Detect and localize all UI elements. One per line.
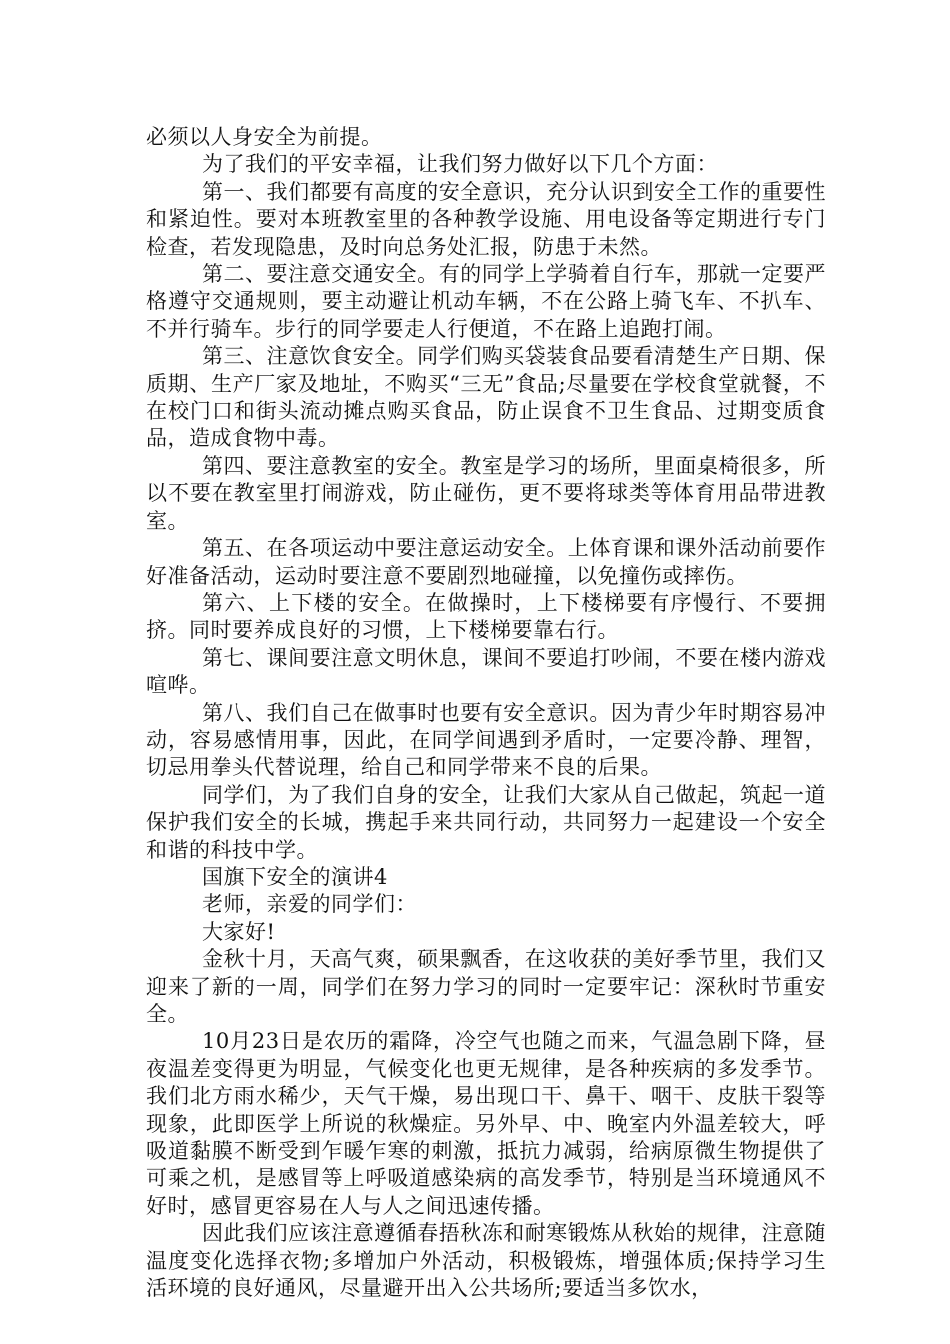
salutation: 老师，亲爱的同学们： <box>202 892 417 917</box>
paragraph: 第七、课间要注意文明休息，课间不要追打吵闹，不要在楼内游戏喧哗。 <box>146 645 826 698</box>
document-body <box>146 124 826 1302</box>
paragraph: 金秋十月，天高气爽，硕果飘香，在这收获的美好季节里，我们又迎来了新的一周，同学们在努力学习的同时一定要牢记：深秋时节重安全。 <box>146 947 826 1026</box>
paragraph: 第一、我们都要有高度的安全意识，充分认识到安全工作的重要性和紧迫性。要对本班教室里的各种教学设施、用电设备等定期进行专门检查，若发现隐患，及时向总务处汇报，防患于未然。 <box>146 179 826 259</box>
paragraph: 第二、要注意交通安全。有的同学上学骑着自行车，那就一定要严格遵守交通规则，要主动避让机动车辆，不在公路上骑飞车、不扒车、不并行骑车。步行的同学要走人行便道，不在路上追跑打闹。 <box>146 262 826 341</box>
paragraph: 第五、在各项运动中要注意运动安全。上体育课和课外活动前要作好准备活动，运动时要注意不要剧烈地碰撞，以免撞伤或摔伤。 <box>146 536 826 588</box>
paragraph: 第四、要注意教室的安全。教室是学习的场所，里面桌椅很多，所以不要在教室里打闹游戏，防止碰伤，更不要将球类等体育用品带进教室。 <box>146 453 826 533</box>
paragraph: 为了我们的平安幸福，让我们努力做好以下几个方面： <box>202 152 718 177</box>
section-heading: 国旗下安全的演讲4 <box>202 864 388 889</box>
greeting: 大家好! <box>202 919 276 944</box>
paragraph: 10月23日是农历的霜降，冷空气也随之而来，气温急剧下降，昼夜温差变得更为明显，气候变化也更无规律，是各种疾病的多发季节。我们北方雨水稀少，天气干燥，易出现口干、鼻干、咽干、皮肤干裂等现象，此即医学上所说的秋燥症。另外早、中、晚室内外温差较大，呼吸道黏膜不断受到乍暖乍寒的刺激，抵抗力减弱，给病原微生物提供了可乘之机，是感冒等上呼吸道感染病的高发季节，特别是当环境通风不好时，感冒更容易在人与人之间迅速传播。 <box>146 1029 826 1218</box>
paragraph: 第六、上下楼的安全。在做操时，上下楼梯要有序慢行、不要拥挤。同时要养成良好的习惯，上下楼梯要靠右行。 <box>146 590 826 643</box>
paragraph: 必须以人身安全为前提。 <box>146 125 383 149</box>
paragraph: 第八、我们自己在做事时也要有安全意识。因为青少年时期容易冲动，容易感情用事，因此，在同学间遇到矛盾时，一定要冷静、理智，切忌用拳头代替说理，给自己和同学带来不良的后果。 <box>146 700 826 780</box>
paragraph: 同学们，为了我们自身的安全，让我们大家从自己做起，筑起一道保护我们安全的长城，携起手来共同行动，共同努力一起建设一个安全和谐的科技中学。 <box>146 782 826 862</box>
paragraph: 因此我们应该注意遵循春捂秋冻和耐寒锻炼从秋始的规律，注意随温度变化选择衣物;多增加户外活动，积极锻炼，增强体质;保持学习生活环境的良好通风，尽量避开出入公共场所;要适当多饮水， <box>146 1221 826 1301</box>
paragraph: 第三、注意饮食安全。同学们购买袋装食品要看清楚生产日期、保质期、生产厂家及地址，不购买“三无”食品;尽量要在学校食堂就餐，不在校门口和街头流动摊点购买食品，防止误食不卫生食品、过期变质食品，造成食物中毒。 <box>146 344 826 451</box>
